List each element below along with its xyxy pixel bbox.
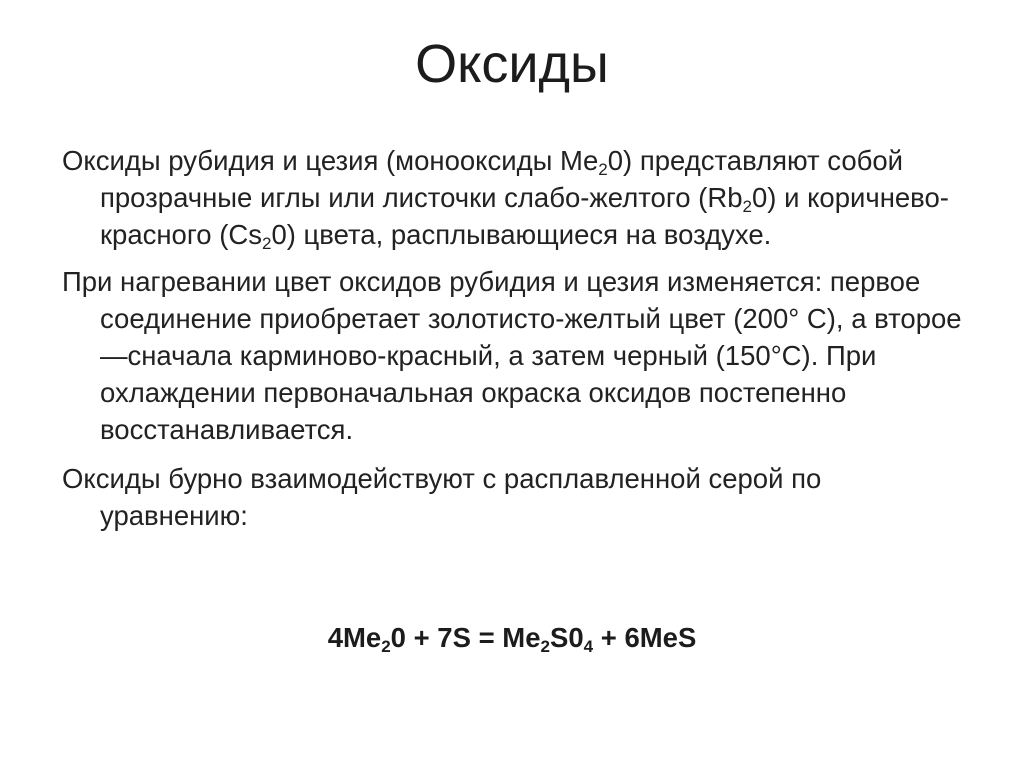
- subscript: 2: [381, 636, 391, 656]
- paragraph-oxides-appearance: [62, 142, 962, 253]
- equation-text: 0 + 7S = Me: [390, 622, 541, 653]
- paragraph-text: 0) представляют собой прозрачные иглы или листочки слабо-желтого (Rb: [100, 145, 904, 213]
- subscript: 2: [540, 636, 550, 656]
- subscript: 2: [598, 159, 608, 179]
- subscript: 2: [261, 233, 272, 253]
- paragraph-text: 0) и коричнево-красного (Cs: [100, 182, 949, 250]
- subscript: 4: [583, 636, 594, 656]
- slide-title: Оксиды: [415, 34, 609, 94]
- slide-body: [62, 142, 962, 544]
- paragraph-sulfur-reaction: Оксиды бурно взаимодействуют с расплавленной серой по уравнению:: [62, 463, 822, 531]
- equation-text: 4Me: [327, 622, 382, 653]
- paragraph-text: Оксиды рубидия и цезия (монооксиды Me: [62, 145, 599, 176]
- reaction-equation: [0, 618, 1024, 658]
- paragraph-heating-color: При нагревании цвет оксидов рубидия и цезия изменяется: первое соединение приобретает золотисто-желтый цвет (200° С), а второе—сначала карминово-красный, а затем черный (150°С). При охлаждении первоначальная окраска оксидов постепенно восстанавливается.: [62, 266, 962, 445]
- equation-text: S0: [549, 622, 584, 653]
- equation-text: + 6MeS: [593, 622, 697, 653]
- paragraph-text: 0) цвета, расплывающиеся на воздухе.: [271, 219, 772, 250]
- subscript: 2: [742, 196, 752, 216]
